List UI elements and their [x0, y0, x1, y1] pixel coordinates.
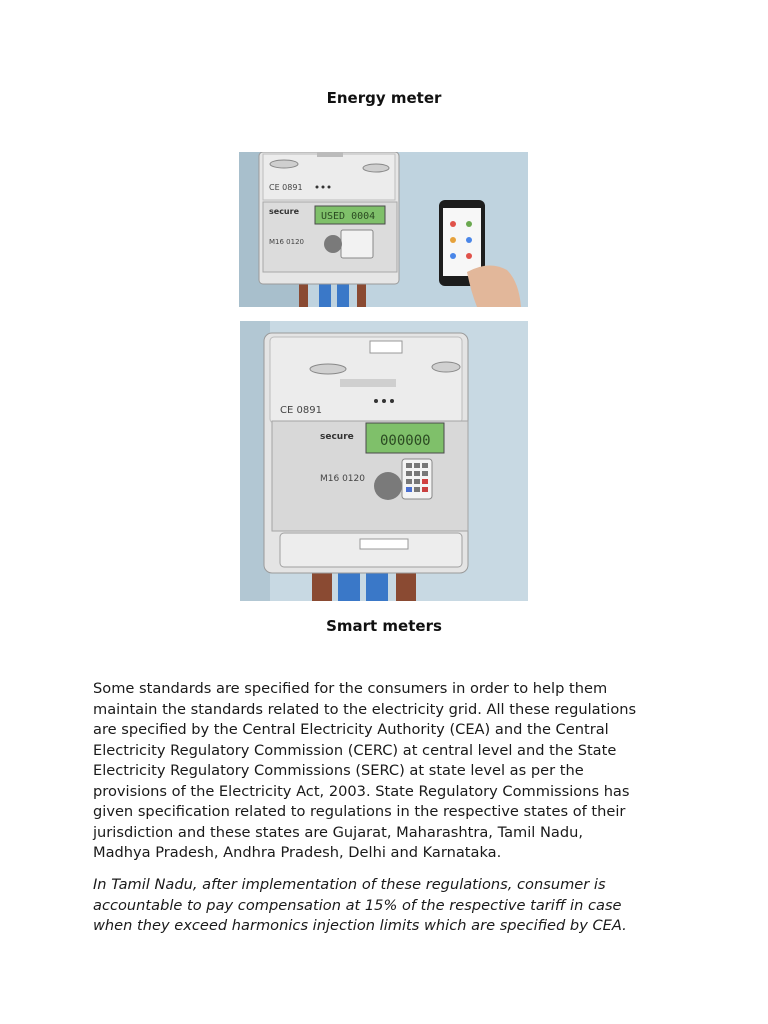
meter-closeup-illustration: [240, 321, 528, 601]
body-paragraph: [93, 679, 683, 864]
paragraph-line: accountable to pay compensation at 15% of the respective tariff in case: [93, 896, 622, 914]
paragraph-line: Electricity Regulatory Commission (CERC) at central level and the State: [93, 741, 617, 759]
figure-caption: Smart meters: [326, 617, 442, 635]
paragraph-line: In Tamil Nadu, after implementation of these regulations, consumer is: [93, 876, 606, 893]
mid-mark-text: M16 0120: [269, 238, 304, 246]
mid-mark-text-2: M16 0120: [320, 474, 365, 484]
italic-paragraph: [93, 875, 683, 937]
paragraph-line: are specified by the Central Electricity Authority (CEA) and the Central: [93, 721, 609, 738]
paragraph-line: given specification related to regulations in the respective states of their: [93, 803, 626, 820]
ce-mark-text-2: CE 0891: [280, 405, 322, 416]
document-title: Energy meter: [326, 89, 442, 107]
smart-meter-photo-with-phone: [239, 152, 528, 307]
lcd-display-text-2: 000000: [380, 433, 431, 449]
meter-brand-text: secure: [269, 207, 299, 216]
paragraph-line: maintain the standards related to the electricity grid. All these regulations: [93, 700, 637, 718]
lcd-display-text: USED 0004: [321, 211, 376, 222]
paragraph-line: when they exceed harmonics injection limits which are specified by CEA.: [93, 917, 627, 934]
paragraph-line: provisions of the Electricity Act, 2003. State Regulatory Commissions has: [93, 782, 630, 800]
paragraph-line: jurisdiction and these states are Gujarat, Maharashtra, Tamil Nadu,: [93, 823, 583, 841]
paragraph-line: Electricity Regulatory Commissions (SERC) at state level as per the: [93, 762, 584, 779]
ce-mark-text: CE 0891: [269, 183, 303, 192]
paragraph-line: Some standards are specified for the consumers in order to help them: [93, 680, 608, 697]
paragraph-line: Madhya Pradesh, Andhra Pradesh, Delhi and Karnataka.: [93, 844, 502, 861]
meter-and-phone-illustration: [239, 152, 528, 307]
meter-brand-text-2: secure: [320, 432, 354, 442]
smart-meter-photo-closeup: [240, 321, 528, 601]
